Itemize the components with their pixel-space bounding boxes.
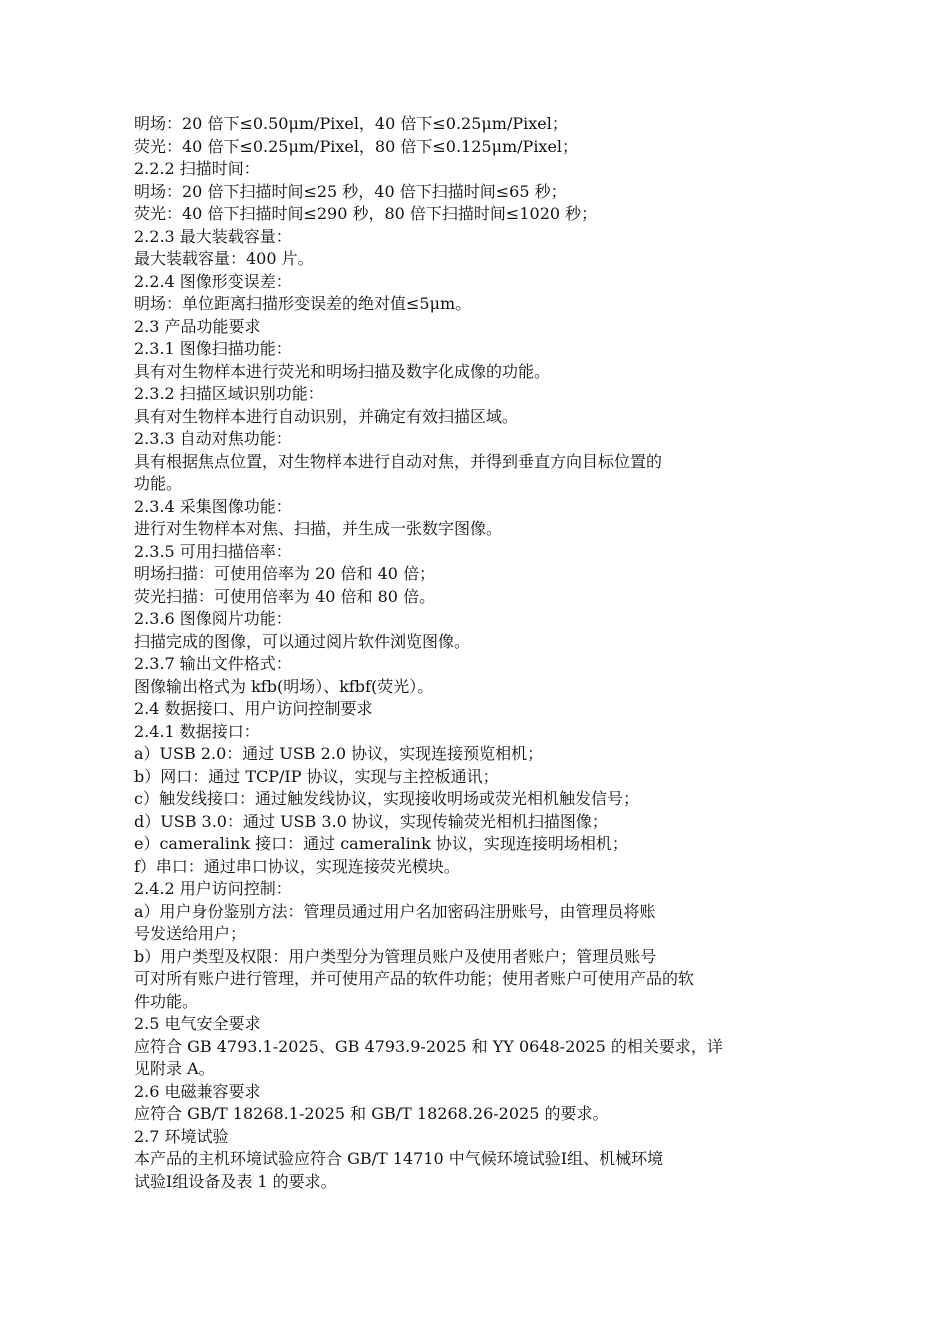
text-line: 可对所有账户进行管理，并可使用产品的软件功能；使用者账户可使用产品的软 — [134, 969, 695, 988]
text-line: 荧光：40 倍下≤0.25μm/Pixel，80 倍下≤0.125μm/Pixel； — [134, 136, 579, 156]
text-line: 具有对生物样本进行荧光和明场扫描及数字化成像的功能。 — [134, 361, 551, 381]
text-line: 号发送给用户； — [134, 924, 247, 943]
text-line: 2.3.4 采集图像功能： — [134, 496, 292, 516]
document-body — [134, 113, 834, 1193]
text-line: 2.3.2 扫描区域识别功能： — [134, 384, 324, 403]
text-line: 进行对生物样本对焦、扫描，并生成一张数字图像。 — [134, 519, 503, 538]
text-line: 2.7 环境试验 — [134, 1126, 229, 1146]
text-line: 2.3.7 输出文件格式： — [134, 654, 292, 673]
text-line: 见附录 A。 — [134, 1059, 215, 1078]
text-line: 明场：20 倍下扫描时间≤25 秒，40 倍下扫描时间≤65 秒； — [134, 181, 567, 201]
text-line: 具有对生物样本进行自动识别，并确定有效扫描区域。 — [134, 406, 519, 426]
text-line: 荧光：40 倍下扫描时间≤290 秒，80 倍下扫描时间≤1020 秒； — [134, 204, 598, 223]
text-line: 2.4 数据接口、用户访问控制要求 — [134, 699, 373, 718]
text-line: 本产品的主机环境试验应符合 GB/T 14710 中气候环境试验Ⅰ组、机械环境 — [134, 1149, 664, 1168]
text-line: 明场：单位距离扫描形变误差的绝对值≤5μm。 — [134, 294, 472, 313]
text-line: 2.5 电气安全要求 — [134, 1014, 261, 1033]
text-line: b）用户类型及权限：用户类型分为管理员账户及使用者账户；管理员账号 — [134, 946, 657, 966]
text-line: 扫描完成的图像，可以通过阅片软件浏览图像。 — [134, 631, 471, 651]
text-line: 2.3 产品功能要求 — [134, 316, 261, 336]
text-line: 应符合 GB 4793.1-2025、GB 4793.9-2025 和 YY 0648-2025 的相关要求，详 — [134, 1036, 723, 1056]
text-line: 2.2.2 扫描时间： — [134, 159, 260, 178]
text-line: e）cameralink 接口：通过 cameralink 协议，实现连接明场相机； — [134, 834, 628, 853]
text-line: 2.2.3 最大装载容量： — [134, 226, 292, 246]
text-line: 荧光扫描：可使用倍率为 40 倍和 80 倍。 — [134, 586, 436, 606]
text-line: b）网口：通过 TCP/IP 协议，实现与主控板通讯； — [134, 766, 499, 786]
text-line: 试验Ⅰ组设备及表 1 的要求。 — [134, 1171, 337, 1191]
text-line: 明场扫描：可使用倍率为 20 倍和 40 倍； — [134, 564, 436, 583]
text-line: a）用户身份鉴别方法：管理员通过用户名加密码注册账号，由管理员将账 — [134, 901, 656, 921]
text-line: 2.6 电磁兼容要求 — [134, 1081, 261, 1101]
text-line: 件功能。 — [134, 991, 199, 1011]
text-line: 功能。 — [134, 474, 183, 493]
text-line: 2.3.1 图像扫描功能： — [134, 339, 292, 358]
text-line: f）串口：通过串口协议，实现连接荧光模块。 — [134, 856, 460, 876]
text-line: c）触发线接口：通过触发线协议，实现接收明场或荧光相机触发信号； — [134, 789, 639, 808]
text-line: d）USB 3.0：通过 USB 3.0 协议，实现传输荧光相机扫描图像； — [134, 811, 608, 831]
text-line: 2.3.5 可用扫描倍率： — [134, 541, 292, 561]
text-line: 具有根据焦点位置，对生物样本进行自动对焦，并得到垂直方向目标位置的 — [134, 451, 663, 471]
text-line: 图像输出格式为 kfb(明场）、kfbf(荧光）。 — [134, 676, 434, 696]
text-line: 最大装载容量：400 片。 — [134, 249, 314, 268]
text-line: a）USB 2.0：通过 USB 2.0 协议，实现连接预览相机； — [134, 744, 544, 763]
text-line: 2.3.6 图像阅片功能： — [134, 609, 292, 628]
text-line: 明场：20 倍下≤0.50μm/Pixel，40 倍下≤0.25μm/Pixel； — [134, 114, 568, 133]
text-line: 2.4.1 数据接口： — [134, 721, 260, 741]
text-line: 2.3.3 自动对焦功能： — [134, 429, 292, 448]
text-line: 2.4.2 用户访问控制： — [134, 879, 292, 898]
text-line: 2.2.4 图像形变误差： — [134, 271, 292, 291]
text-line: 应符合 GB/T 18268.1-2025 和 GB/T 18268.26-2025 的要求。 — [134, 1104, 609, 1123]
